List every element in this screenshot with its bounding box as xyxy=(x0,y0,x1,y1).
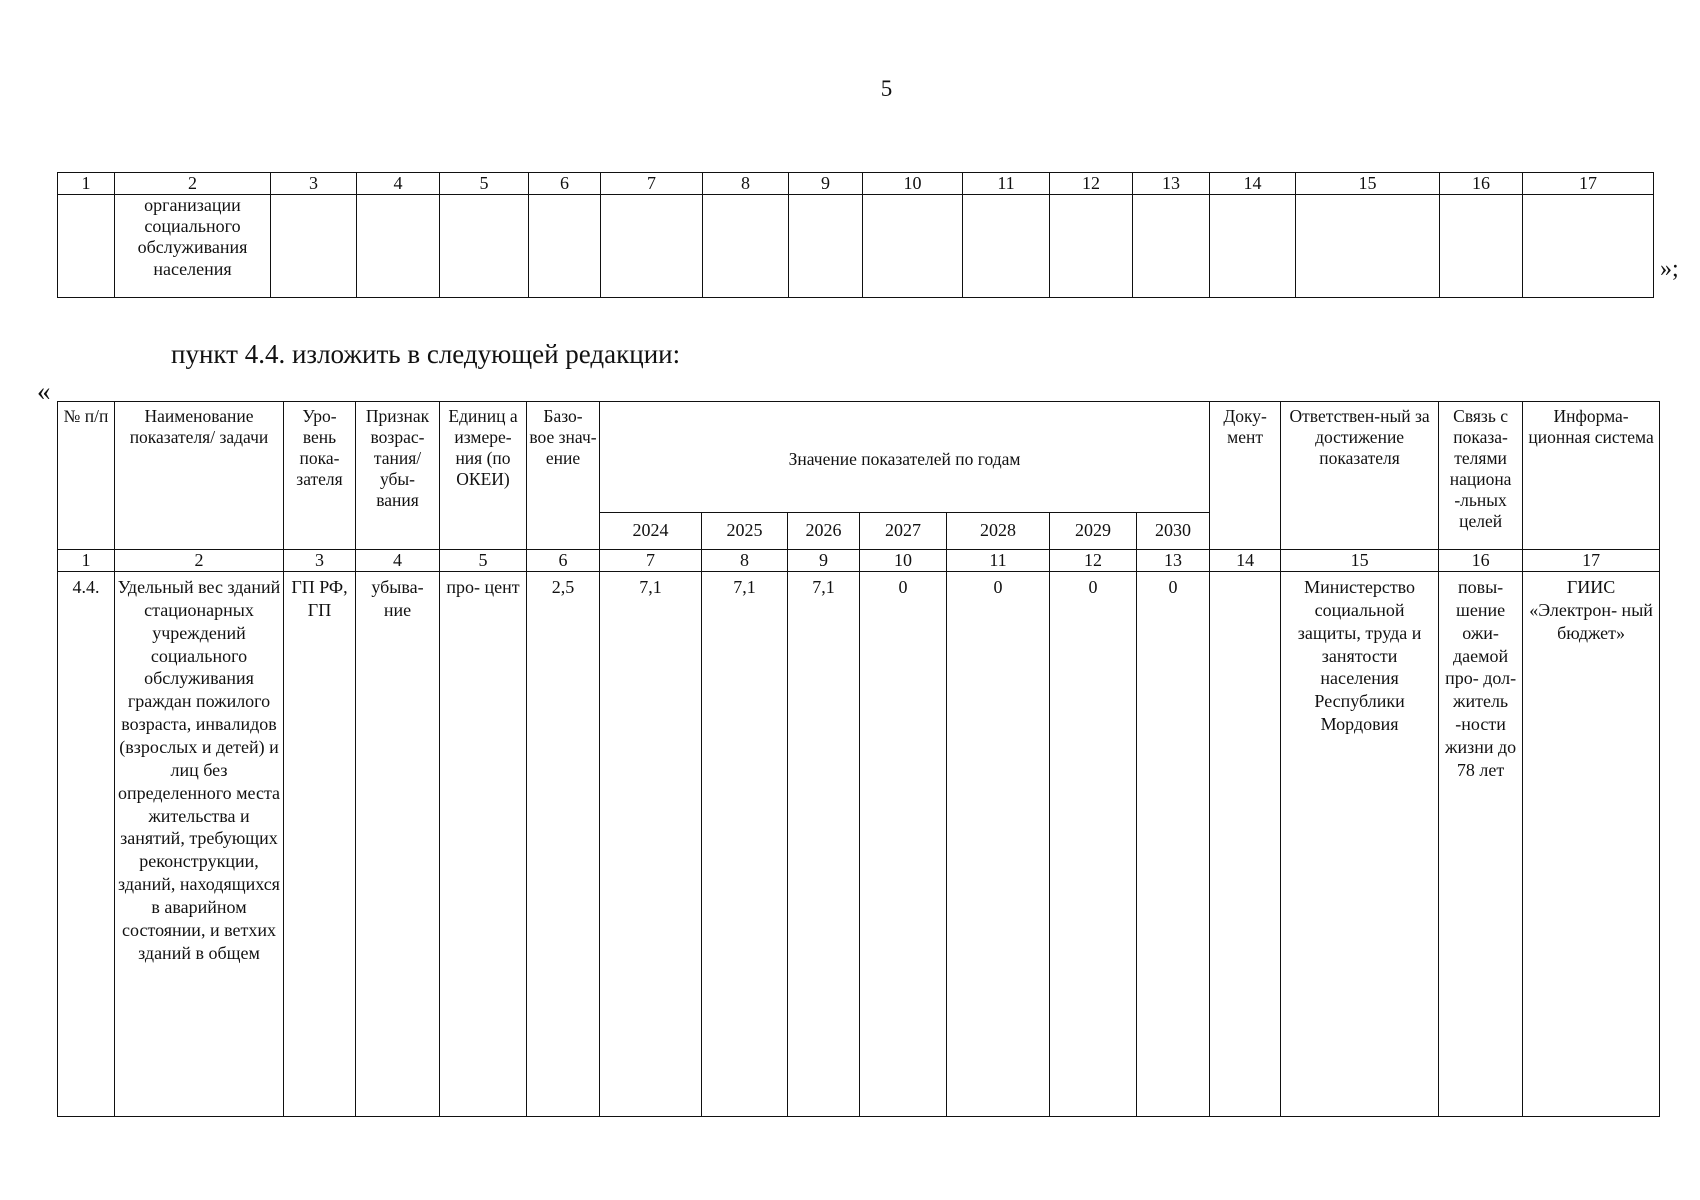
value-2024: 7,1 xyxy=(600,572,702,1117)
col-number: 13 xyxy=(1137,550,1210,572)
header-level: Уро- вень пока- зателя xyxy=(284,402,356,550)
cell xyxy=(271,195,357,298)
indicator-link: повы- шение ожи- даемой про- дол- житель -ности жизни до 78 лет xyxy=(1439,572,1523,1117)
col-number: 17 xyxy=(1523,173,1654,195)
year-cell: 2027 xyxy=(860,513,947,550)
col-number: 4 xyxy=(356,550,440,572)
cell xyxy=(703,195,789,298)
opening-quote: « xyxy=(37,376,51,406)
col-number: 3 xyxy=(271,173,357,195)
col-number: 9 xyxy=(789,173,863,195)
header-responsible: Ответствен-ный за достижение показателя xyxy=(1281,402,1439,550)
col-number: 4 xyxy=(357,173,440,195)
col-number: 2 xyxy=(115,550,284,572)
value-2029: 0 xyxy=(1050,572,1137,1117)
table-row xyxy=(58,572,1660,1117)
header-num: № п/п xyxy=(58,402,115,550)
col-number: 15 xyxy=(1281,550,1439,572)
cell xyxy=(1523,195,1654,298)
column-number-row xyxy=(58,550,1660,572)
header-document: Доку- мент xyxy=(1210,402,1281,550)
cell xyxy=(1296,195,1440,298)
col-number: 11 xyxy=(963,173,1050,195)
page-number: 5 xyxy=(880,76,893,101)
cell xyxy=(789,195,863,298)
year-cell: 2030 xyxy=(1137,513,1210,550)
continuation-table xyxy=(57,172,1654,298)
col-number: 16 xyxy=(1439,550,1523,572)
continuation-text: организации социального обслуживания населения xyxy=(115,195,271,298)
value-2026: 7,1 xyxy=(788,572,860,1117)
cell xyxy=(440,195,529,298)
row-num: 4.4. xyxy=(58,572,115,1117)
cell xyxy=(58,195,115,298)
cell xyxy=(963,195,1050,298)
col-number: 9 xyxy=(788,550,860,572)
col-number: 11 xyxy=(947,550,1050,572)
table-row xyxy=(58,195,1654,298)
cell xyxy=(863,195,963,298)
header-base: Базо- вое знач- ение xyxy=(527,402,600,550)
indicator-name: Удельный вес зданий стационарных учреждений социального обслуживания граждан пожилого возраста, инвалидов (взрослых и детей) и лиц без определенного места жительства и занятий, требующих реконструкции, зданий, находящихся в аварийном состоянии, и ветхих зданий в общем xyxy=(115,572,284,1117)
header-info-system: Информа- ционная система xyxy=(1523,402,1660,550)
header-link: Связь с показа- телями национа -льных целей xyxy=(1439,402,1523,550)
col-number: 17 xyxy=(1523,550,1660,572)
value-2028: 0 xyxy=(947,572,1050,1117)
indicator-trend: убыва- ние xyxy=(356,572,440,1117)
col-number: 10 xyxy=(860,550,947,572)
cell xyxy=(1210,195,1296,298)
col-number: 7 xyxy=(601,173,703,195)
indicator-base: 2,5 xyxy=(527,572,600,1117)
col-number: 1 xyxy=(58,550,115,572)
header-trend: Признак возрас- тания/ убы- вания xyxy=(356,402,440,550)
year-cell: 2025 xyxy=(702,513,788,550)
col-number: 13 xyxy=(1133,173,1210,195)
column-number-row xyxy=(58,173,1654,195)
col-number: 10 xyxy=(863,173,963,195)
year-cell: 2028 xyxy=(947,513,1050,550)
col-number: 3 xyxy=(284,550,356,572)
col-number: 7 xyxy=(600,550,702,572)
indicator-level: ГП РФ, ГП xyxy=(284,572,356,1117)
cell xyxy=(1440,195,1523,298)
amendment-text: пункт 4.4. изложить в следующей редакции: xyxy=(171,339,681,369)
cell xyxy=(357,195,440,298)
year-cell: 2026 xyxy=(788,513,860,550)
col-number: 6 xyxy=(529,173,601,195)
indicator-unit: про- цент xyxy=(440,572,527,1117)
col-number: 8 xyxy=(702,550,788,572)
cell xyxy=(601,195,703,298)
indicator-info-system: ГИИС «Электрон- ный бюджет» xyxy=(1523,572,1660,1117)
col-number: 5 xyxy=(440,550,527,572)
col-number: 5 xyxy=(440,173,529,195)
col-number: 12 xyxy=(1050,550,1137,572)
col-number: 2 xyxy=(115,173,271,195)
year-cell: 2029 xyxy=(1050,513,1137,550)
col-number: 1 xyxy=(58,173,115,195)
header-name: Наименование показателя/ задачи xyxy=(115,402,284,550)
col-number: 14 xyxy=(1210,550,1281,572)
indicator-responsible: Министерство социальной защиты, труда и занятости населения Республики Мордовия xyxy=(1281,572,1439,1117)
cell xyxy=(529,195,601,298)
header-values-by-year: Значение показателей по годам xyxy=(600,402,1210,513)
value-2030: 0 xyxy=(1137,572,1210,1117)
cell xyxy=(1050,195,1133,298)
year-cell: 2024 xyxy=(600,513,702,550)
indicator-document xyxy=(1210,572,1281,1117)
col-number: 12 xyxy=(1050,173,1133,195)
value-2027: 0 xyxy=(860,572,947,1117)
indicator-table xyxy=(57,401,1660,1117)
col-number: 16 xyxy=(1440,173,1523,195)
cell xyxy=(1133,195,1210,298)
col-number: 6 xyxy=(527,550,600,572)
col-number: 14 xyxy=(1210,173,1296,195)
header-unit: Единиц а измере- ния (по ОКЕИ) xyxy=(440,402,527,550)
col-number: 15 xyxy=(1296,173,1440,195)
header-row xyxy=(58,402,1660,513)
value-2025: 7,1 xyxy=(702,572,788,1117)
closing-quote: »; xyxy=(1660,256,1679,282)
col-number: 8 xyxy=(703,173,789,195)
